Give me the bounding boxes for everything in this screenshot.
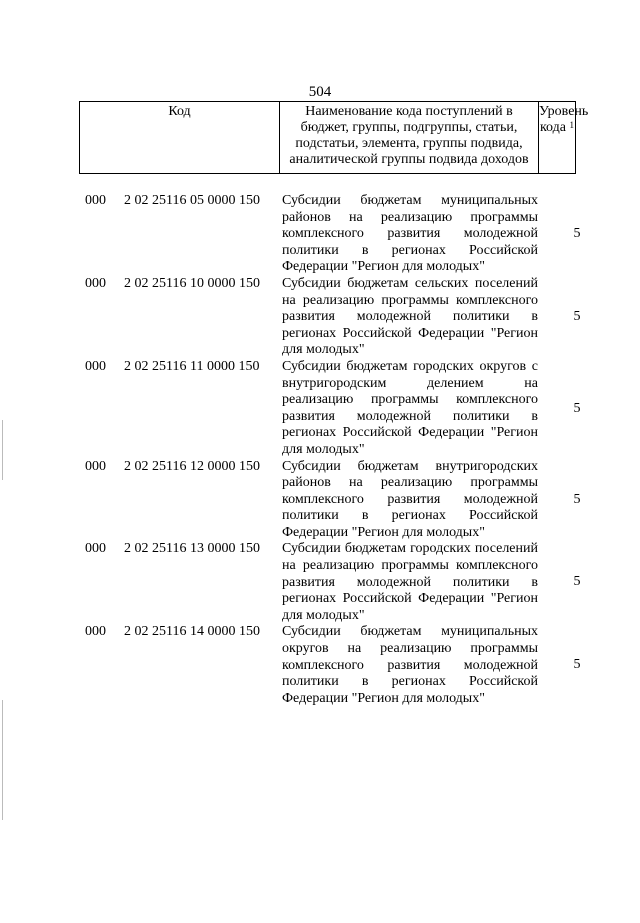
income-name: Субсидии бюджетам городских поселений на реализацию программы комплексного развития молодежной политики в регионах Российской Федерации "Регион для молодых" [282, 541, 538, 623]
page-number: 504 [308, 84, 332, 100]
header-code: Код [80, 102, 280, 173]
admin-code: 000 [85, 624, 106, 640]
header-level [539, 102, 589, 173]
income-code: 2 02 25116 12 0000 150 [124, 458, 260, 474]
admin-code: 000 [85, 458, 106, 474]
scan-edge-mark [2, 420, 3, 480]
income-name: Субсидии бюджетам муниципальных районов на реализацию программы комплексного развития молодежной политики в регионах Российской Федерации "Регион для молодых" [282, 193, 538, 275]
income-name: Субсидии бюджетам сельских поселений на реализацию программы комплексного развития молодежной политики в регионах Российской Федерации "Регион для молодых" [282, 275, 538, 358]
code-level: 5 [573, 657, 581, 673]
code-level: 5 [573, 308, 581, 324]
table-row [0, 276, 640, 359]
table-body [0, 193, 640, 707]
income-code: 2 02 25116 13 0000 150 [124, 541, 260, 557]
header-name: Наименование кода поступлений в бюджет, группы, подгруппы, статьи, подстатьи, элемента, группы подвида, аналитической группы подвида доходов [280, 102, 539, 173]
footnote-marker: 1 [569, 120, 574, 130]
table-row [0, 193, 640, 276]
income-name: Субсидии бюджетам внутригородских районов на реализацию программы комплексного развития молодежной политики в регионах Российской Федерации "Регион для молодых" [282, 458, 538, 540]
income-code: 2 02 25116 11 0000 150 [124, 358, 260, 374]
code-level: 5 [573, 226, 581, 241]
code-level: 5 [573, 491, 581, 507]
table-header [79, 101, 589, 174]
header-level-word: кода [539, 120, 566, 135]
header-level-line1: Уровень [539, 104, 589, 119]
income-code: 2 02 25116 05 0000 150 [124, 193, 260, 208]
table-row [0, 541, 640, 624]
code-level: 5 [573, 400, 581, 416]
scan-edge-mark [2, 700, 3, 820]
admin-code: 000 [85, 275, 106, 291]
table-row [0, 359, 640, 459]
admin-code: 000 [85, 193, 106, 208]
income-code: 2 02 25116 14 0000 150 [124, 624, 260, 640]
income-name: Субсидии бюджетам городских округов с внутригородским делением на реализацию программы комплексного развития молодежной политики в регионах Российской Федерации "Регион для молодых" [282, 358, 538, 457]
table-row [0, 459, 640, 542]
income-name: Субсидии бюджетам муниципальных округов на реализацию программы комплексного развития молодежной политики в регионах Российской Федерации "Регион для молодых" [282, 624, 538, 706]
header-level-line2 [539, 120, 574, 136]
admin-code: 000 [85, 541, 106, 557]
income-code: 2 02 25116 10 0000 150 [124, 275, 260, 291]
admin-code: 000 [85, 358, 106, 374]
table-row [0, 624, 640, 707]
code-level: 5 [573, 574, 581, 590]
